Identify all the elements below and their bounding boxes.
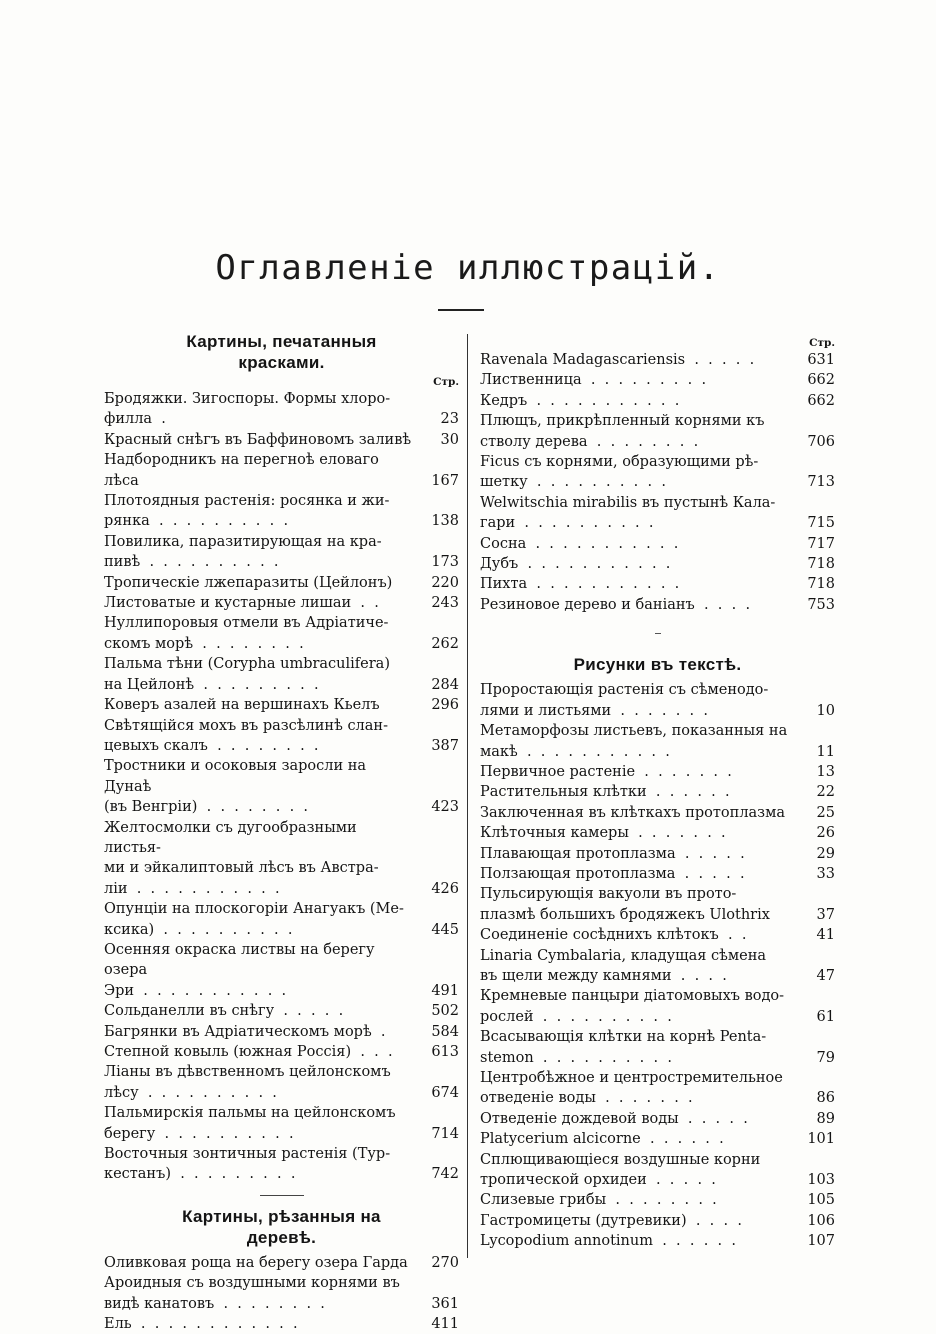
entry-page-number: 262	[431, 635, 459, 652]
toc-entry	[104, 1314, 459, 1334]
entry-page-number: 106	[807, 1212, 835, 1229]
toc-entry	[104, 1001, 459, 1021]
section-heading-woodcut-plates: Картины, рѣзанныя на деревѣ.	[182, 1206, 381, 1247]
entry-title: Оливковая роща на берегу озера Гарда	[104, 1254, 408, 1271]
entry-title: Пульсирующія вакуоли въ прото- плазмѣ большихъ бродяжекъ Ulothrix	[480, 886, 770, 923]
entry-page-number: 26	[816, 825, 835, 842]
entry-title: Сплющивающіеся воздушные корни тропической орхидеи . . . . .	[480, 1151, 761, 1189]
toc-entry	[480, 884, 835, 925]
toc-entry	[480, 1129, 835, 1149]
toc-entry	[480, 452, 835, 493]
entry-title: Плотоядныя растенія: росянка и жи- рянка . . . . . . . . . .	[104, 493, 390, 530]
toc-entry	[480, 554, 835, 574]
entry-title: Ficus съ корнями, образующими рѣ- шетку . . . . . . . . . .	[480, 454, 759, 491]
entry-list-text-figures	[480, 680, 835, 1251]
entry-page-number: 101	[807, 1131, 835, 1148]
entry-page-number: 502	[431, 1003, 459, 1020]
entry-page-number: 445	[431, 921, 459, 938]
entry-title: Лиственница . . . . . . . . .	[480, 372, 707, 389]
entry-title: Нуллипоровыя отмели въ Адріатиче- скомъ морѣ . . . . . . . .	[104, 615, 389, 652]
entry-title: Тростники и осоковыя заросли на Дунаѣ (въ Венгріи) . . . . . . . .	[104, 758, 367, 816]
entry-page-number: 674	[431, 1084, 459, 1101]
entry-page-number: 284	[431, 676, 459, 693]
entry-title: Листоватые и кустарные лишаи . .	[104, 595, 379, 612]
toc-entry	[104, 654, 459, 695]
entry-page-number: 270	[431, 1254, 459, 1271]
entry-page-number: 86	[816, 1090, 835, 1107]
column-divider	[467, 334, 468, 1258]
entry-title: Коверъ азалей на вершинахъ Кьелъ	[104, 697, 380, 714]
entry-page-number: 41	[816, 927, 835, 944]
entry-page-number: 61	[816, 1008, 835, 1025]
entry-title: Linaria Cymbalaria, кладущая сѣмена въ щели между камнями . . . .	[480, 947, 767, 984]
entry-title: Клѣточныя камеры . . . . . . .	[480, 825, 726, 842]
entry-title: Опунціи на плоскогоріи Анагуакъ (Ме- ксика) . . . . . . . . . .	[104, 901, 404, 938]
entry-title: Желтосмолки съ дугообразными листья- ми и эйкалиптовый лѣсъ въ Австра- ліи . . . . . . . . . . .	[104, 819, 379, 897]
entry-title: Всасывающія клѣтки на корнѣ Penta- stemon . . . . . . . . . .	[480, 1029, 767, 1066]
entry-page-number: 37	[816, 906, 835, 923]
toc-entry	[480, 680, 835, 721]
toc-entry	[104, 491, 459, 532]
entry-title: Плавающая протоплазма . . . . .	[480, 845, 745, 862]
entry-title: Кремневые панцыри діатомовыхъ водо- рослей . . . . . . . . . .	[480, 988, 785, 1025]
toc-entry	[104, 573, 459, 593]
toc-entry	[480, 1211, 835, 1231]
entry-page-number: 753	[807, 596, 835, 613]
entry-title: Метаморфозы листьевъ, показанныя на макѣ . . . . . . . . . . .	[480, 723, 788, 760]
entry-title: Гастромицеты (дутревики) . . . .	[480, 1212, 742, 1229]
entry-page-number: 718	[807, 576, 835, 593]
page-column-header: Стр.	[433, 376, 459, 388]
section-heading-text-figures: Рисунки въ текстѣ.	[573, 655, 742, 675]
toc-entry	[480, 534, 835, 554]
toc-entry	[104, 450, 459, 491]
entry-title: Слизевые грибы . . . . . . . .	[480, 1192, 717, 1209]
entry-title: Степной ковыль (южная Россія) . . .	[104, 1044, 393, 1060]
entry-page-number: 30	[440, 431, 459, 448]
toc-entry	[104, 1273, 459, 1314]
section-heading-colour-plates: Картины, печатанныя красками.	[186, 332, 377, 372]
toc-entry	[480, 350, 835, 370]
entry-page-number: 296	[431, 697, 459, 714]
toc-entry	[480, 574, 835, 594]
entry-page-number: 361	[431, 1295, 459, 1312]
entry-page-number: 25	[816, 804, 835, 821]
toc-entry	[480, 721, 835, 762]
entry-title: Растительныя клѣтки . . . . . .	[480, 784, 730, 801]
toc-entry	[104, 430, 459, 450]
entry-title: Кедръ . . . . . . . . . . .	[480, 392, 680, 409]
section-divider	[655, 633, 661, 634]
section-divider	[260, 1195, 304, 1196]
page-title: Оглавленіе иллюстрацій.	[215, 248, 721, 288]
toc-entry	[480, 1027, 835, 1068]
entry-title: Пальма тѣни (Corypha umbraculifera) на Цейлонѣ . . . . . . . . .	[104, 656, 390, 693]
title-rule	[438, 309, 484, 311]
entry-title: Ползающая протоплазма . . . . .	[480, 865, 745, 882]
entry-title: Дубъ . . . . . . . . . . .	[480, 556, 671, 573]
entry-list-woodcut-plates	[104, 1253, 459, 1334]
toc-entry	[480, 782, 835, 802]
entry-title: Пальмирскія пальмы на цейлонскомъ берегу . . . . . . . . . .	[104, 1105, 396, 1142]
toc-entry	[480, 864, 835, 884]
toc-entry	[480, 391, 835, 411]
toc-entry	[104, 1062, 459, 1103]
entry-title: Повилика, паразитирующая на кра- пивѣ . . . . . . . . . .	[104, 533, 382, 571]
entry-title: Восточныя зонтичныя растенія (Тур- кестанъ) . . . . . . . . .	[104, 1146, 391, 1183]
entry-title: Проростающія растенія съ сѣменодо- лями и листьями . . . . . . .	[480, 682, 769, 719]
entry-page-number: 173	[431, 554, 459, 571]
entry-page-number: 662	[807, 392, 835, 409]
toc-entry	[104, 716, 459, 757]
toc-entry	[104, 532, 459, 573]
entry-page-number: 167	[431, 472, 459, 489]
toc-entry	[104, 756, 459, 817]
entry-page-number: 243	[431, 595, 459, 612]
entry-page-number: 491	[431, 982, 459, 999]
entry-title: Ель . . . . . . . . . . . .	[104, 1316, 298, 1333]
page-column-header: Стр.	[809, 337, 835, 349]
entry-title: Осенняя окраска листвы на берегу озера Эри . . . . . . . . . . .	[104, 941, 375, 999]
toc-entry	[480, 370, 835, 390]
entry-page-number: 742	[431, 1166, 459, 1183]
entry-page-number: 426	[431, 880, 459, 897]
toc-entry	[104, 389, 459, 430]
entry-page-number: 411	[431, 1316, 459, 1333]
entry-title: Пихта . . . . . . . . . . .	[480, 576, 680, 593]
entry-page-number: 23	[440, 411, 459, 428]
entry-page-number: 387	[431, 737, 459, 754]
entry-page-number: 713	[807, 474, 835, 491]
entry-title: Заключенная въ клѣткахъ протоплазма	[480, 804, 786, 821]
right-column	[480, 334, 835, 1252]
entry-title: Свѣтящійся мохъ въ разсѣлинѣ слан- цевыхъ скалъ . . . . . . . .	[104, 717, 388, 754]
entry-page-number: 715	[807, 515, 835, 532]
entry-title: Ліаны въ дѣвственномъ цейлонскомъ лѣсу . . . . . . . . . .	[104, 1064, 391, 1101]
entry-page-number: 10	[816, 702, 835, 719]
entry-page-number: 105	[807, 1192, 835, 1209]
entry-list-colour-plates	[104, 389, 459, 1185]
toc-entry	[480, 1068, 835, 1109]
entry-title: Соединеніе сосѣднихъ клѣтокъ . .	[480, 927, 747, 944]
entry-title: Надбородникъ на перегноѣ еловаго лѣса	[104, 452, 384, 489]
entry-page-number: 718	[807, 556, 835, 573]
entry-page-number: 13	[816, 763, 835, 780]
toc-entry	[480, 411, 835, 452]
toc-entry	[480, 925, 835, 945]
toc-entry	[480, 1150, 835, 1191]
toc-entry	[480, 1109, 835, 1129]
entry-title: Ravenala Madagascariensis . . . . .	[480, 352, 755, 368]
entry-page-number: 584	[431, 1023, 459, 1040]
toc-entry	[480, 823, 835, 843]
entry-title: Platycerium alcicorne . . . . . .	[480, 1131, 724, 1148]
entry-title: Красный снѣгъ въ Баффиновомъ заливѣ	[104, 431, 412, 448]
toc-entry	[104, 1022, 459, 1042]
entry-title: Отведеніе дождевой воды . . . . .	[480, 1110, 748, 1127]
toc-entry	[104, 940, 459, 1001]
toc-entry	[104, 593, 459, 613]
entry-page-number: 89	[816, 1110, 835, 1127]
entry-page-number: 714	[431, 1125, 459, 1142]
toc-entry	[480, 946, 835, 987]
entry-title: Сольданелли въ снѣгу . . . . .	[104, 1003, 344, 1020]
entry-title: Тропическіе лжепаразиты (Цейлонъ)	[104, 574, 393, 591]
entry-page-number: 613	[431, 1044, 459, 1060]
entry-title: Центробѣжное и центростремительное отведеніе воды . . . . . . .	[480, 1070, 783, 1107]
toc-entry	[480, 762, 835, 782]
entry-title: Плющъ, прикрѣпленный корнями къ стволу дерева . . . . . . . .	[480, 413, 765, 450]
entry-title: Резиновое дерево и баніанъ . . . .	[480, 596, 751, 613]
toc-entry	[480, 844, 835, 864]
toc-entry	[480, 595, 835, 615]
entry-title: Сосна . . . . . . . . . . .	[480, 535, 679, 552]
entry-title: Бродяжки. Зигоспоры. Формы хлоро- филла .	[104, 391, 391, 428]
toc-entry	[480, 986, 835, 1027]
entry-page-number: 11	[816, 743, 835, 760]
toc-entry	[104, 695, 459, 715]
entry-page-number: 79	[816, 1049, 835, 1066]
entry-page-number: 706	[807, 433, 835, 450]
entry-page-number: 138	[431, 513, 459, 530]
toc-entry	[480, 803, 835, 823]
entry-page-number: 717	[807, 535, 835, 552]
entry-page-number: 47	[816, 967, 835, 984]
toc-entry	[104, 1144, 459, 1185]
entry-page-number: 29	[816, 845, 835, 862]
toc-entry	[104, 818, 459, 900]
toc-entry	[104, 899, 459, 940]
toc-entry	[104, 1042, 459, 1062]
entry-list-woodcut-plates-continued	[480, 350, 835, 615]
entry-page-number: 22	[816, 784, 835, 801]
entry-page-number: 33	[816, 865, 835, 882]
toc-entry	[480, 1231, 835, 1251]
toc-entry	[480, 1190, 835, 1210]
entry-title: Welwitschia mirabilis въ пустынѣ Кала- гари . . . . . . . . . .	[480, 494, 776, 532]
entry-title: Lycopodium annotinum . . . . . .	[480, 1233, 736, 1250]
left-column	[104, 331, 459, 1334]
toc-entry	[104, 1253, 459, 1273]
entry-page-number: 423	[431, 799, 459, 816]
entry-title: Первичное растеніе . . . . . . .	[480, 763, 732, 780]
toc-entry	[104, 1103, 459, 1144]
entry-title: Багрянки въ Адріатическомъ морѣ .	[104, 1023, 386, 1040]
toc-entry	[104, 613, 459, 654]
entry-page-number: 220	[431, 574, 459, 591]
toc-entry	[480, 493, 835, 534]
entry-title: Ароидныя съ воздушными корнями въ видѣ канатовъ . . . . . . . .	[104, 1275, 400, 1312]
entry-page-number: 103	[807, 1172, 835, 1189]
entry-page-number: 631	[807, 352, 835, 368]
entry-page-number: 107	[807, 1233, 835, 1250]
entry-page-number: 662	[807, 372, 835, 389]
